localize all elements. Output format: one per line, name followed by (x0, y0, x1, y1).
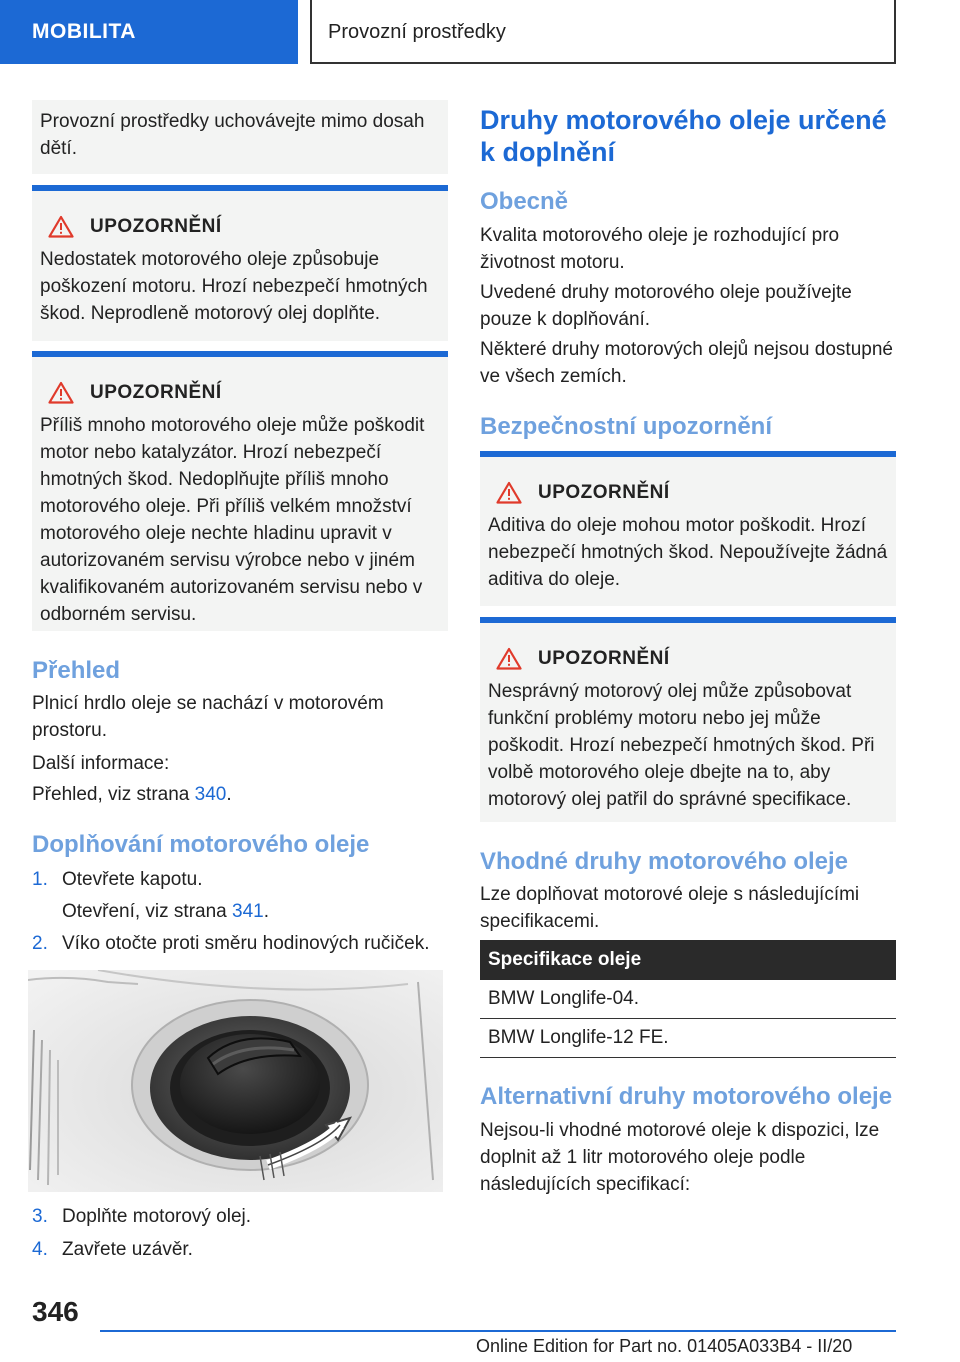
step-number: 3. (32, 1206, 48, 1227)
oil-filler-cap-illustration (28, 970, 443, 1192)
warning-triangle-icon (496, 647, 522, 670)
table-header: Specifikace oleje (480, 940, 896, 980)
warning-box (480, 617, 896, 822)
heading-suitable: Vhodné druhy motorového oleje (480, 848, 849, 875)
reference-text: Přehled, viz strana (32, 784, 195, 805)
suitable-paragraph: Lze doplňovat motorové oleje s následujícími specifikacemi. (480, 884, 860, 932)
page-title: Provozní prostředky (310, 0, 896, 64)
warning-header (48, 379, 440, 406)
warning-label: UPOZORNĚNÍ (90, 216, 222, 237)
step-text: Doplňte motorový olej. (62, 1206, 252, 1227)
step-number: 1. (32, 869, 48, 890)
note-box (32, 100, 448, 174)
warning-text: Příliš mnoho motorového oleje může poškodit motor nebo katalyzátor. Hrozí nebezpečí hmotných škod. Nedoplňujte příliš mnoho motorového oleje. Při příliš velkém množství motorového oleje nechte hladinu upravit v autorizovaném servisu výrobce nebo v jiném kvalifikovaném autorizovaném servisu nebo v odborném servisu. (40, 415, 425, 625)
step-number: 4. (32, 1239, 48, 1260)
warning-header (48, 213, 440, 240)
heading-refill: Doplňování motorového oleje (32, 831, 370, 858)
heading-overview: Přehled (32, 657, 121, 684)
step-text: Zavřete uzávěr. (62, 1239, 193, 1260)
warning-triangle-icon (496, 481, 522, 504)
note-text: Provozní prostředky uchovávejte mimo dosah dětí. (40, 111, 425, 159)
alternative-paragraph: Nejsou-li vhodné motorové oleje k dispozici, lze doplnit až 1 litr motorového oleje podle následujících specifikací: (480, 1120, 880, 1195)
warning-header (496, 479, 888, 506)
warning-triangle-icon (48, 215, 74, 238)
warning-text: Nesprávný motorový olej může způsobovat funkční problémy motoru nebo jej může poškodit. Hrozí nebezpečí hmotných škod. Při volbě motorového oleje dbejte na to, aby motorový olej patřil do správné specifikace. (488, 681, 875, 810)
warning-box (480, 451, 896, 606)
warning-triangle-icon (48, 381, 74, 404)
page-number: 346 (32, 1296, 79, 1327)
footer-divider (100, 1330, 896, 1332)
general-paragraph-3: Některé druhy motorových olejů nejsou dostupné ve všech zemích. (480, 339, 893, 387)
oil-spec-table (480, 940, 896, 1058)
warning-label: UPOZORNĚNÍ (90, 382, 222, 403)
table-row: BMW Longlife-04. (480, 980, 896, 1019)
warning-label: UPOZORNĚNÍ (538, 648, 670, 669)
heading-alternative: Alternativní druhy motorového oleje (480, 1083, 893, 1110)
section-tab: MOBILITA (0, 0, 298, 64)
table-row: BMW Longlife-12 FE. (480, 1019, 896, 1058)
page-link-340[interactable]: 340 (194, 784, 227, 805)
more-info-label: Další informace: (32, 753, 170, 774)
step-text: Víko otočte proti směru hodinových ručiček. (62, 933, 430, 954)
step-reference (62, 898, 448, 925)
warning-box (32, 351, 448, 631)
overview-reference (32, 781, 448, 808)
edition-note: Online Edition for Part no. 01405A033B4 - II/20 (476, 1336, 853, 1356)
step-number: 2. (32, 933, 48, 954)
warning-header (496, 645, 888, 672)
heading-safety: Bezpečnostní upozornění (480, 413, 773, 440)
reference-end: . (226, 784, 232, 805)
main-heading: Druhy motorového oleje určené k doplnění (480, 105, 887, 167)
reference-text: Otevření, viz strana (62, 901, 233, 922)
general-paragraph-1: Kvalita motorového oleje je rozhodující pro životnost motoru. (480, 225, 840, 273)
page-link-341[interactable]: 341 (232, 901, 264, 922)
warning-text: Nedostatek motorového oleje způsobuje poškození motoru. Hrozí nebezpečí hmotných škod. Neprodleně motorový olej doplňte. (40, 249, 428, 324)
heading-general: Obecně (480, 188, 569, 215)
warning-box (32, 185, 448, 341)
warning-text: Aditiva do oleje mohou motor poškodit. Hrozí nebezpečí hmotných škod. Nepoužívejte žádná aditiva do oleje. (488, 515, 888, 590)
warning-label: UPOZORNĚNÍ (538, 482, 670, 503)
reference-end: . (263, 901, 269, 922)
step-text: Otevřete kapotu. (62, 869, 203, 890)
general-paragraph-2: Uvedené druhy motorového oleje používejte pouze k doplňování. (480, 282, 852, 330)
overview-paragraph: Plnicí hrdlo oleje se nachází v motorovém prostoru. (32, 693, 384, 741)
